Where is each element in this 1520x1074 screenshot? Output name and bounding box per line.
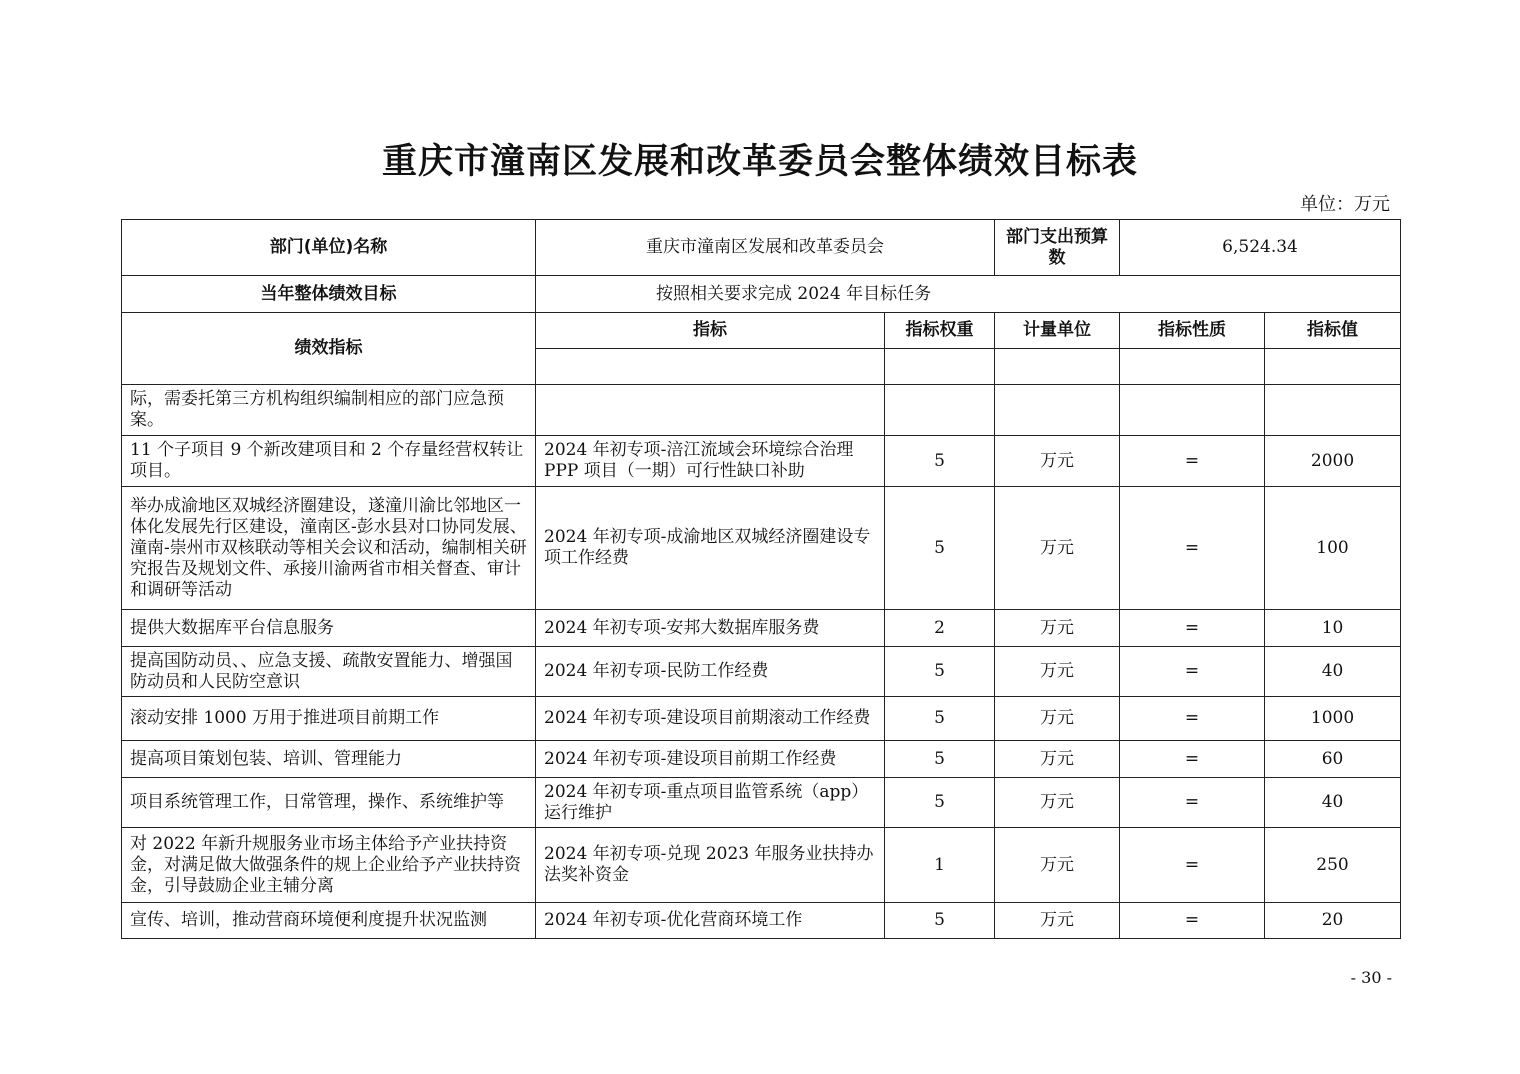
row-unit: 万元 <box>995 610 1120 647</box>
row-unit: 万元 <box>995 436 1120 487</box>
table-row <box>122 741 1401 778</box>
row-indicator: 2024 年初专项-安邦大数据库服务费 <box>536 610 885 647</box>
row-indicator: 2024 年初专项-建设项目前期滚动工作经费 <box>536 697 885 741</box>
row-description: 提高国防动员、、应急支援、疏散安置能力、增强国防动员和人民防空意识 <box>122 647 536 697</box>
row-unit: 万元 <box>995 487 1120 610</box>
row-nature: = <box>1120 741 1265 778</box>
blank-cell <box>536 349 885 385</box>
row-value: 40 <box>1265 778 1401 828</box>
row-nature: = <box>1120 436 1265 487</box>
row-description: 项目系统管理工作，日常管理，操作、系统维护等 <box>122 778 536 828</box>
row-indicator: 2024 年初专项-涪江流域会环境综合治理 PPP 项目（一期）可行性缺口补助 <box>536 436 885 487</box>
row-unit: 万元 <box>995 903 1120 939</box>
budget-label: 部门支出预算数 <box>995 220 1120 276</box>
dept-label: 部门(单位)名称 <box>122 220 536 276</box>
row-description: 11 个子项目 9 个新改建项目和 2 个存量经营权转让项目。 <box>122 436 536 487</box>
page-number: - 30 - <box>1350 968 1392 987</box>
row-unit: 万元 <box>995 778 1120 828</box>
row-weight: 5 <box>885 778 995 828</box>
row-value: 40 <box>1265 647 1401 697</box>
row-weight: 5 <box>885 487 995 610</box>
dept-row <box>122 220 1401 276</box>
row-nature <box>1120 385 1265 436</box>
row-description: 对 2022 年新升规服务业市场主体给予产业扶持资金，对满足做大做强条件的规上企业给予产业扶持资金，引导鼓励企业主辅分离 <box>122 828 536 903</box>
row-value <box>1265 385 1401 436</box>
row-value: 100 <box>1265 487 1401 610</box>
row-weight: 5 <box>885 647 995 697</box>
col-header-nature: 指标性质 <box>1120 313 1265 349</box>
row-nature: = <box>1120 647 1265 697</box>
unit-label: 单位：万元 <box>1300 194 1390 215</box>
row-unit: 万元 <box>995 647 1120 697</box>
row-nature: = <box>1120 778 1265 828</box>
table-row <box>122 828 1401 903</box>
table-row <box>122 647 1401 697</box>
table-row <box>122 778 1401 828</box>
table-row <box>122 697 1401 741</box>
table-row <box>122 436 1401 487</box>
table-row <box>122 903 1401 939</box>
col-header-value: 指标值 <box>1265 313 1401 349</box>
dept-name: 重庆市潼南区发展和改革委员会 <box>536 220 995 276</box>
blank-cell <box>1265 349 1401 385</box>
row-weight: 1 <box>885 828 995 903</box>
performance-table <box>121 219 1401 939</box>
row-description: 举办成渝地区双城经济圈建设，遂潼川渝比邻地区一体化发展先行区建设，潼南区-彭水县对口协同发展、潼南-崇州市双核联动等相关会议和活动，编制相关研究报告及规划文件、承接川渝两省市相关督查、审计和调研等活动 <box>122 487 536 610</box>
blank-cell <box>1120 349 1265 385</box>
row-indicator: 2024 年初专项-优化营商环境工作 <box>536 903 885 939</box>
row-weight: 2 <box>885 610 995 647</box>
row-nature: = <box>1120 487 1265 610</box>
row-unit <box>995 385 1120 436</box>
row-description: 提高项目策划包装、培训、管理能力 <box>122 741 536 778</box>
blank-cell <box>885 349 995 385</box>
col-header-weight: 指标权重 <box>885 313 995 349</box>
goal-row <box>122 276 1401 313</box>
row-value: 2000 <box>1265 436 1401 487</box>
row-value: 1000 <box>1265 697 1401 741</box>
blank-cell <box>995 349 1120 385</box>
indicator-label: 绩效指标 <box>122 313 536 385</box>
row-unit: 万元 <box>995 741 1120 778</box>
row-weight <box>885 385 995 436</box>
row-value: 250 <box>1265 828 1401 903</box>
row-indicator: 2024 年初专项-兑现 2023 年服务业扶持办法奖补资金 <box>536 828 885 903</box>
row-weight: 5 <box>885 436 995 487</box>
row-description: 滚动安排 1000 万用于推进项目前期工作 <box>122 697 536 741</box>
row-weight: 5 <box>885 697 995 741</box>
row-description: 提供大数据库平台信息服务 <box>122 610 536 647</box>
row-unit: 万元 <box>995 697 1120 741</box>
row-nature: = <box>1120 828 1265 903</box>
budget-value: 6,524.34 <box>1120 220 1401 276</box>
row-value: 10 <box>1265 610 1401 647</box>
row-indicator: 2024 年初专项-重点项目监管系统（app）运行维护 <box>536 778 885 828</box>
row-nature: = <box>1120 903 1265 939</box>
row-weight: 5 <box>885 741 995 778</box>
row-nature: = <box>1120 697 1265 741</box>
goal-value: 按照相关要求完成 2024 年目标任务 <box>536 276 1401 313</box>
table-row <box>122 487 1401 610</box>
row-indicator: 2024 年初专项-成渝地区双城经济圈建设专项工作经费 <box>536 487 885 610</box>
column-header-row <box>122 313 1401 349</box>
table-row <box>122 610 1401 647</box>
col-header-indicator: 指标 <box>536 313 885 349</box>
page-title: 重庆市潼南区发展和改革委员会整体绩效目标表 <box>381 141 1138 182</box>
row-description: 宣传、培训，推动营商环境便利度提升状况监测 <box>122 903 536 939</box>
row-nature: = <box>1120 610 1265 647</box>
row-weight: 5 <box>885 903 995 939</box>
row-indicator: 2024 年初专项-民防工作经费 <box>536 647 885 697</box>
row-indicator <box>536 385 885 436</box>
table-row <box>122 385 1401 436</box>
row-value: 60 <box>1265 741 1401 778</box>
col-header-unit: 计量单位 <box>995 313 1120 349</box>
row-value: 20 <box>1265 903 1401 939</box>
row-description: 际，需委托第三方机构组织编制相应的部门应急预案。 <box>122 385 536 436</box>
row-indicator: 2024 年初专项-建设项目前期工作经费 <box>536 741 885 778</box>
row-unit: 万元 <box>995 828 1120 903</box>
goal-label: 当年整体绩效目标 <box>122 276 536 313</box>
